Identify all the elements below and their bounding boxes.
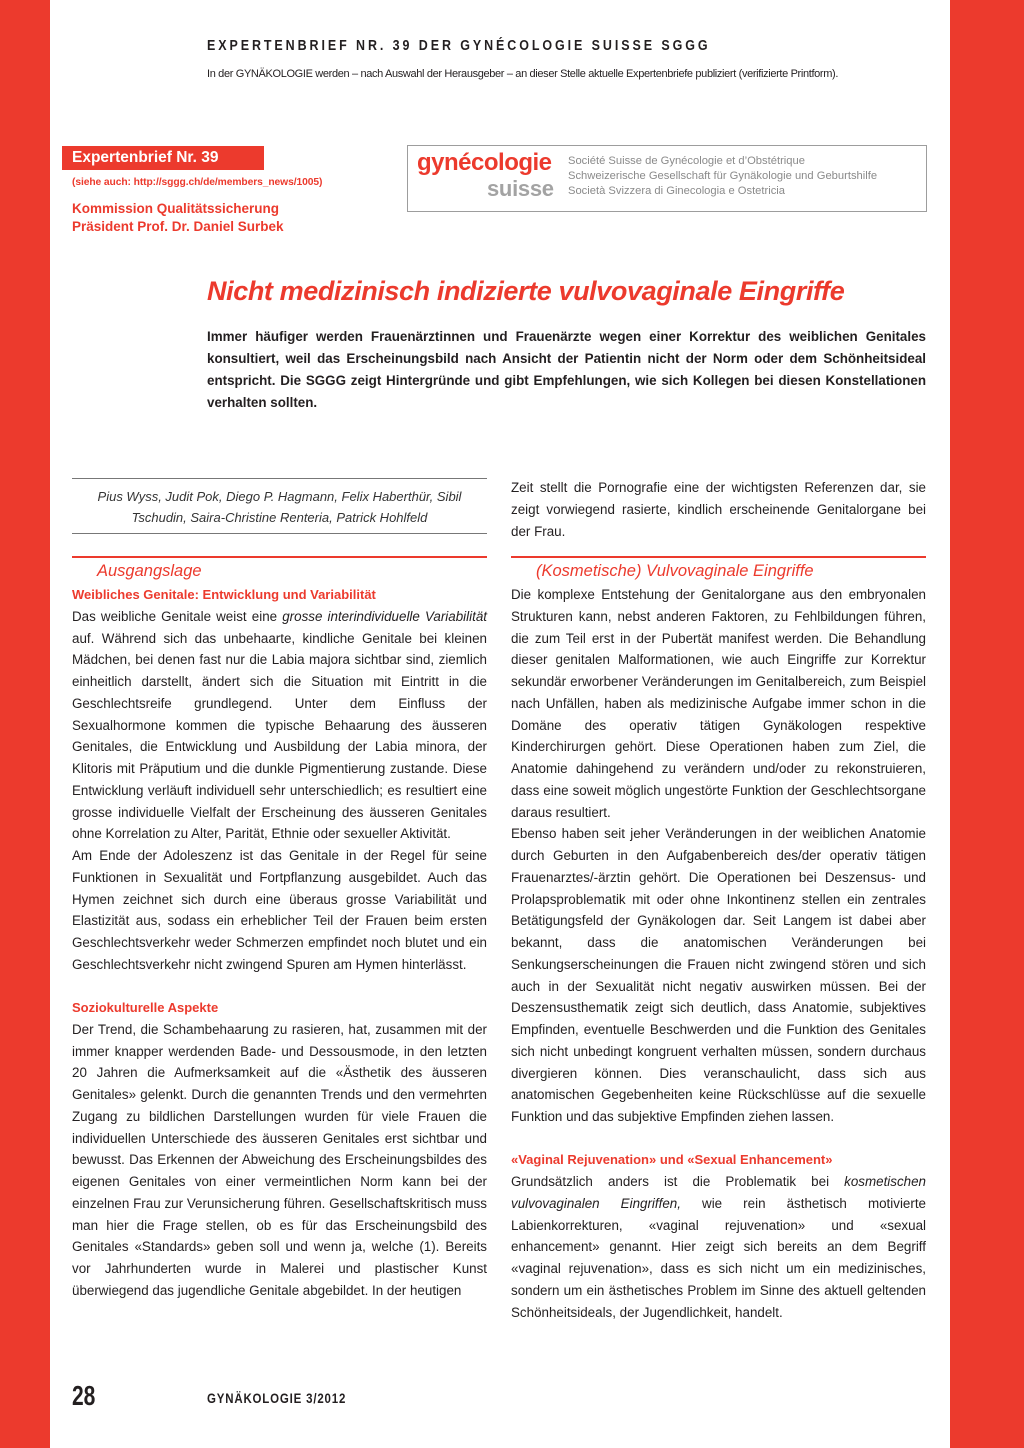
kommission-praesident: Präsident Prof. Dr. Daniel Surbek (72, 219, 284, 234)
page-number: 28 (72, 1380, 96, 1411)
brief-label: Expertenbrief Nr. 39 (62, 146, 264, 170)
article-title: Nicht medizinisch indizierte vulvovaginale Eingriffe (207, 276, 845, 306)
article-lead: Immer häufiger werden Frauenärztinnen und Frauenärzte wegen einer Korrektur des weiblichen Genitales konsultiert, weil das Erscheinungsbild nach Ansicht der Patientin nicht der Norm oder dem Schönheitsideal entspricht. Die SGGG zeigt Hintergründe und gibt Empfehlungen, wie sich Kollegen bei diesen Konstellationen verhalten sollten. (207, 329, 926, 410)
kommission-name: Kommission Qualitätssicherung (72, 201, 280, 216)
logo-word-gynecologie: gynécologie (417, 149, 552, 176)
authors-top-rule (72, 478, 487, 479)
paragraph-trend: Der Trend, die Schambehaarung zu rasieren, hat, zusammen mit der immer knapper werdenden Bade- und Dessousmode, in den letzten 20 Jahren die Aufmerksamkeit auf die «Ästhetik des äusseren Genitales» gelenkt. Durch die genannten Trends und den vermehrten Zugang zu bildlichen Darstellungen wurden für viele Frauen die individuellen Unterschiede des äusseren Genitales erst sichtbar und bewusst. Das Erkennen der Abweichung des Erscheinungsbildes des eigenen Genitales von einer vermeintlichen Norm kann bei der einzelnen Frau zur Verunsicherung führen. Gesellschaftskritisch muss man hier die Frage stellen, ob es für das Erscheinungsbild des Genitales «Standards» geben soll und wenn ja, welche (1). Bereits vor Jahrhunderten wurde in Malerei und plastischer Kunst überwiegend das jugendliche Genitale abgebildet. In der heutigen (72, 1021, 487, 1298)
left-red-margin (0, 0, 50, 1448)
series-header: EXPERTENBRIEF NR. 39 DER GYNÉCOLOGIE SUISSE SGGG (207, 38, 711, 54)
society-logo (407, 145, 927, 212)
section-heading-ausgangslage: Ausgangslage (97, 562, 202, 580)
logo-line-it: Società Svizzera di Ginecologia e Ostetricia (568, 185, 786, 197)
authors-bottom-rule (72, 533, 487, 534)
subheading-vaginal-rejuvenation: «Vaginal Rejuvenation» und «Sexual Enhancement» (511, 1152, 833, 1168)
logo-line-de: Schweizerische Gesellschaft für Gynäkologie und Geburtshilfe (568, 170, 878, 182)
logo-word-suisse: suisse (487, 176, 554, 201)
text-run: wie rein ästhetisch motivierte Labienkorrekturen, «vaginal rejuvenation» und «sexual enhancement» genannt. Hier zeigt sich bereits an dem Begriff «vaginal rejuvenation», dass es sich nicht um ein medizinisches, sondern um ein ästhetisches Problem im Sinne des aktuell geltenden Schönheitsideals, der Jugendlichkeit, handelt. (511, 1195, 926, 1320)
right-red-margin (950, 0, 1024, 1448)
kommission-block (72, 200, 284, 236)
paragraph-kosmetisch (511, 1171, 926, 1323)
section-heading-kosmetische: (Kosmetische) Vulvovaginale Eingriffe (536, 562, 814, 580)
authors: Pius Wyss, Judit Pok, Diego P. Hagmann, Felix Haberthür, Sibil Tschudin, Saira-Christine Renteria, Patrick Hohlfeld (97, 489, 462, 525)
right-column-text (511, 584, 926, 1323)
logo-line-fr: Société Suisse de Gynécologie et d’Obstétrique (568, 155, 805, 167)
paragraph-malformationen: Die komplexe Entstehung der Genitalorgane aus den embryonalen Strukturen kann, nebst anderen Faktoren, zu Fehlbildungen führen, die zum Teil erst in der Pubertät manifest werden. Die Behandlung dieser genitalen Malformationen, wie auch Eingriffe zur Korrektur sekundär erworbener Veränderungen im Genitalbereich, zum Beispiel nach Unfällen, haben als medizinische Aufgabe immer schon in die Domäne des operativ tätigen Gynäkologen respektive Kinderchirurgen gehört. Diese Operationen haben zum Ziel, die Anatomie dahingehend zu verändern und/oder zu rekonstruieren, dass eine soweit möglich ungestörte Funktion der Geschlechtsorgane daraus resultiert. (511, 587, 926, 820)
logo-society-names (568, 154, 877, 199)
emphasis-run: kosmetischen vulvovaginalen Eingriffen, (511, 1174, 926, 1211)
left-column-text (72, 584, 487, 1302)
text-run: Das weibliche Genitale weist eine (72, 608, 283, 624)
text-run: auf. Während sich das unbehaarte, kindliche Genitale bei kleinen Mädchen, bei denen fast nur die Labia majora sichtbar sind, ziemlich einheitlich darstellt, ändert sich die Situation mit Eintritt in die Geschlechtsreife grundlegend. Unter dem Einfluss der Sexualhormone kommen die typische Behaarung des äusseren Genitales, die Entwicklung und Ausbildung der Labia minora, der Klitoris mit Präputium und die dunkle Pigmentierung zustande. Diese Entwicklung verläuft individuell sehr unterschiedlich; es resultiert eine grosse individuelle Vielfalt der Erscheinung des äusseren Genitales ohne Korrelation zu Alter, Parität, Ethnie oder sexueller Aktivität. (72, 630, 487, 842)
subheading-genitale: Weibliches Genitale: Entwicklung und Variabilität (72, 587, 376, 602)
footer-journal: GYNÄKOLOGIE 3/2012 (207, 1390, 347, 1406)
right-column-continuation: Zeit stellt die Pornografie eine der wichtigsten Referenzen dar, sie zeigt vorwiegend rasierte, kindlich erscheinende Genitalorgane bei der Frau. (511, 480, 926, 539)
emphasis-run: grosse interindividuelle Variabilität (282, 608, 487, 624)
brief-link[interactable]: (siehe auch: http://sggg.ch/de/members_news/1005) (72, 177, 323, 188)
section-rule-left (72, 556, 487, 558)
subheading-soziokulturell: Soziokulturelle Aspekte (72, 1000, 219, 1016)
paragraph-adoleszenz: Am Ende der Adoleszenz ist das Genitale in der Regel für seine Funktionen in Sexualität und Fortpflanzung ausgebildet. Auch das Hymen zeichnet sich durch eine überaus grosse Variabilität und Elastizität aus, sodass ein erheblicher Teil der Frauen beim ersten Geschlechtsverkehr weder Schmerzen empfindet noch blutet und ein Geschlechtsverkehr nicht zwingend Spuren am Hymen hinterlässt. (72, 848, 487, 972)
section-rule-right (511, 556, 926, 558)
text-run: Grundsätzlich anders ist die Problematik bei (511, 1174, 845, 1190)
paragraph-deszensus: Ebenso haben seit jeher Veränderungen in der weiblichen Anatomie durch Geburten in den Aufgabenbereich des/der operativ tätigen Frauenarztes/-ärztin gehört. Die Operationen bei Deszensus- und Prolapsproblematik mit oder ohne Inkontinenz stellen ein zentrales Betätigungsfeld der Gynäkologen dar. Seit Langem ist dabei aber bekannt, dass die anatomischen Veränderungen bei Senkungserscheinungen die Frauen nicht zwingend stören und sich auch in der Sexualität nicht negativ auswirken müssen. Bei der Deszensusthematik zeigt sich deutlich, dass Anatomie, subjektives Empfinden, eventuelle Beschwerden und die Funktion des Genitales sich nicht unbedingt kongruent verhalten müssen, sondern durchaus divergieren können. Dies veranschaulicht, dass sich aus anatomischen Gegebenheiten keine Rückschlüsse auf die sexuelle Funktion und das subjektive Empfinden ziehen lassen. (511, 826, 926, 1124)
series-subline: In der GYNÄKOLOGIE werden – nach Auswahl der Herausgeber – an dieser Stelle aktuelle Expertenbriefe publiziert (verifizierte Printform). (207, 68, 839, 80)
paragraph-variabilitaet (72, 606, 487, 845)
